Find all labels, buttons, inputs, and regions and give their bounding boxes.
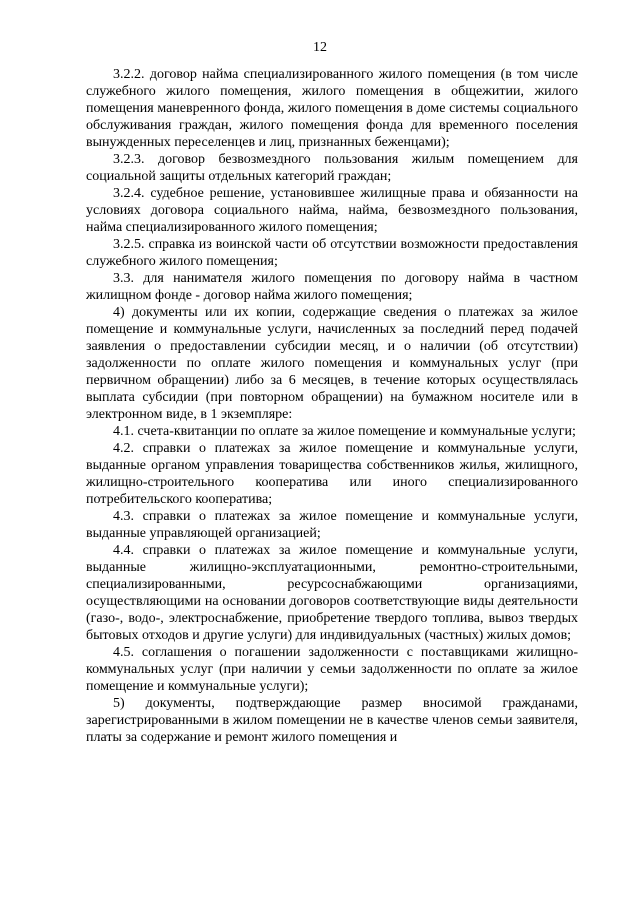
paragraph-4-3: 4.3. справки о платежах за жилое помещение и коммунальные услуги, выданные управляющей организацией;: [86, 509, 578, 541]
paragraph-3-2-5: 3.2.5. справка из воинской части об отсутствии возможности предоставления служебного жилого помещения;: [86, 237, 578, 269]
paragraph-3-2-2: 3.2.2. договор найма специализированного жилого помещения (в том числе служебного жилого помещения, жилого помещения в общежитии, жилого помещения маневренного фонда, жилого помещения в доме системы социального обслуживания граждан, жилого помещения фонда для временного поселения вынужденных переселенцев и лиц, признанных беженцами);: [86, 67, 578, 150]
paragraph-4: 4) документы или их копии, содержащие сведения о платежах за жилое помещение и коммунальные услуги, начисленных за последний перед подачей заявления о предоставлении субсидии месяц, и о наличии (об отсутствии) задолженности по оплате жилого помещения и коммунальных услуг (при первичном обращении) либо за 6 месяцев, в течение которых осуществлялась выплата субсидии (при повторном обращении) на бумажном носителе или в электронном виде, в 1 экземпляре:: [86, 305, 578, 422]
paragraph-4-1: 4.1. счета-квитанции по оплате за жилое помещение и коммунальные услуги;: [113, 424, 576, 439]
page-number: 12: [313, 40, 327, 55]
paragraph-3-2-4: 3.2.4. судебное решение, установившее жилищные права и обязанности на условиях договора социального найма, найма, безвозмездного пользования, найма специализированного жилого помещения;: [86, 186, 578, 235]
paragraph-4-5: 4.5. соглашения о погашении задолженности с поставщиками жилищно-коммунальных услуг (при наличии у семьи задолженности по оплате за жилое помещение и коммунальные услуги);: [86, 645, 578, 694]
paragraph-3-2-3: 3.2.3. договор безвозмездного пользования жилым помещением для социальной защиты отдельных категорий граждан;: [86, 152, 578, 184]
paragraph-4-2: 4.2. справки о платежах за жилое помещение и коммунальные услуги, выданные органом управления товарищества собственников жилья, жилищного, жилищно-строительного кооператива или иного специализированного потребительского кооператива;: [86, 441, 578, 507]
document-body: [86, 66, 578, 746]
paragraph-3-3: 3.3. для нанимателя жилого помещения по договору найма в частном жилищном фонде - договор найма жилого помещения;: [86, 271, 578, 303]
paragraph-5: 5) документы, подтверждающие размер вносимой гражданами, зарегистрированными в жилом помещении не в качестве членов семьи заявителя, платы за содержание и ремонт жилого помещения и: [86, 696, 578, 745]
paragraph-4-4: 4.4. справки о платежах за жилое помещение и коммунальные услуги, выданные жилищно-эксплуатационными, ремонтно-строительными, специализированными, ресурсоснабжающими организациями, осуществляющими на основании договоров соответствующие виды деятельности (газо-, водо-, электроснабжение, приобретение твердого топлива, вывоз твердых бытовых отходов и другие услуги) для индивидуальных (частных) жилых домов;: [86, 543, 578, 643]
